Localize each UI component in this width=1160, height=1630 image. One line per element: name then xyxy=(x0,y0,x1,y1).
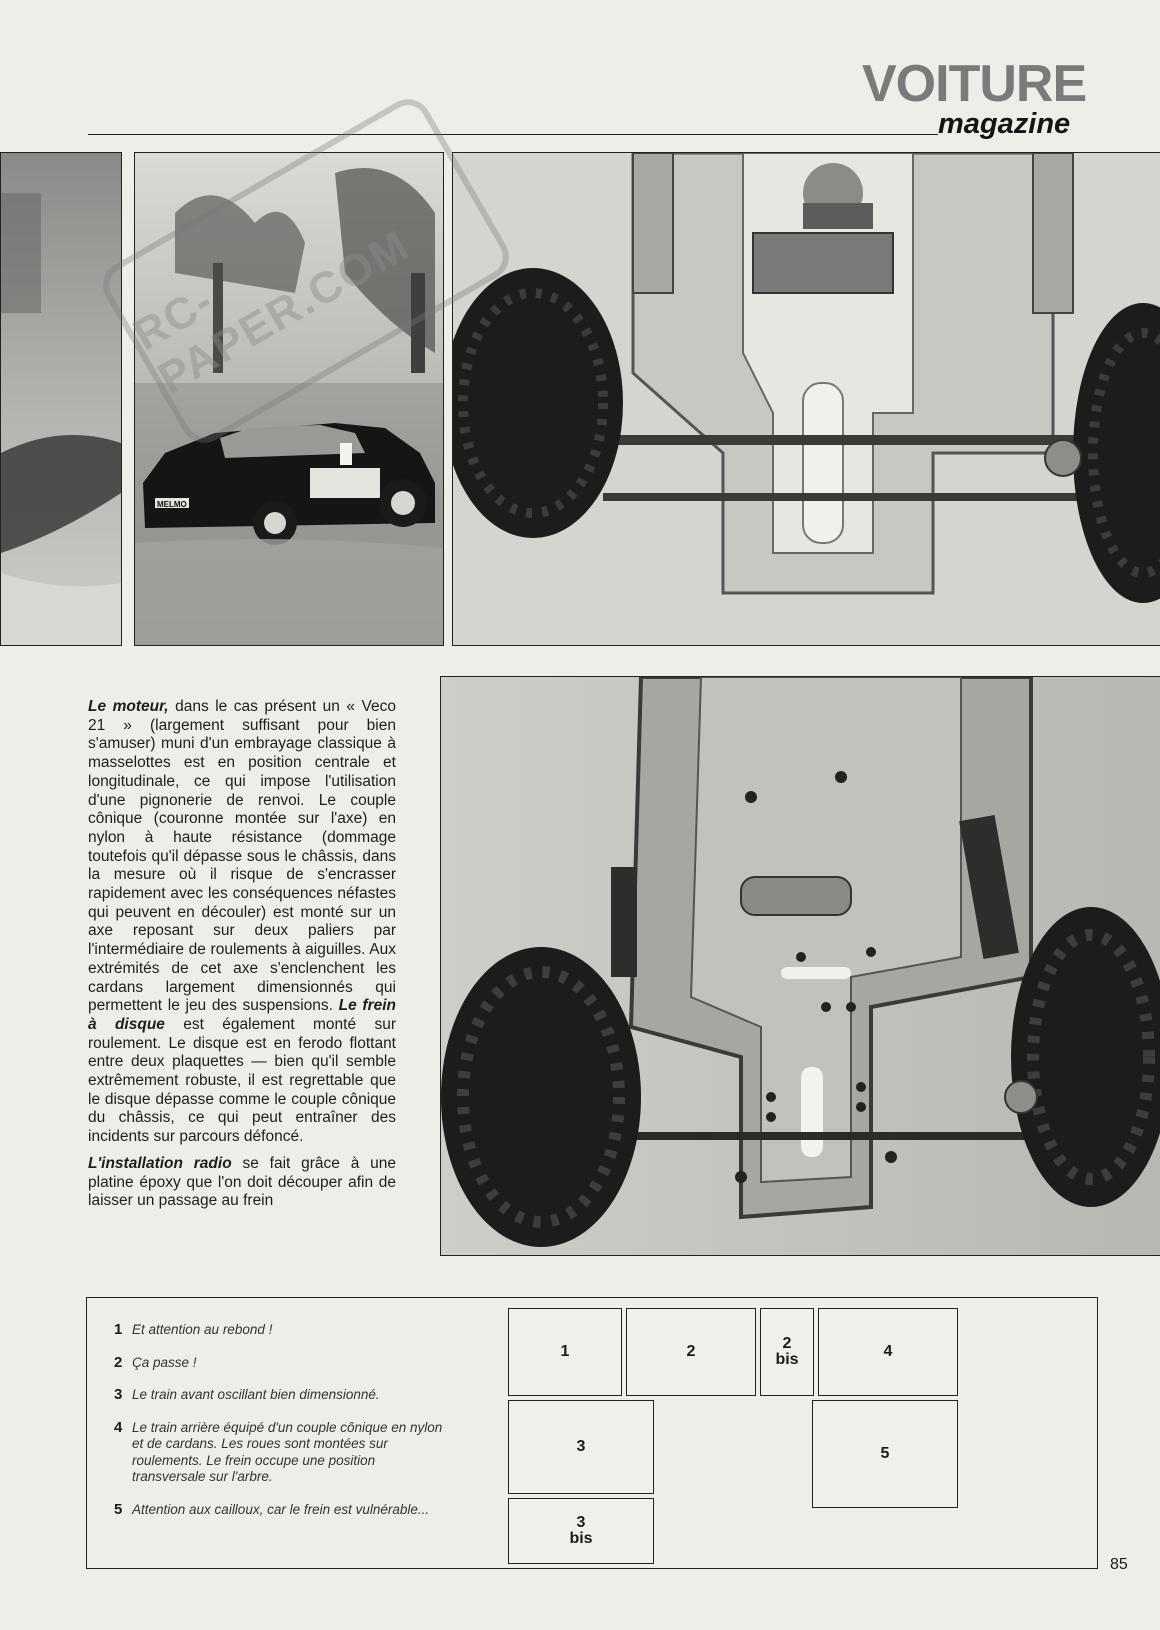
caption-number: 2 xyxy=(114,1353,123,1371)
caption-text: Et attention au rebond ! xyxy=(132,1322,273,1337)
caption-item xyxy=(110,1387,450,1404)
caption-item xyxy=(110,1502,450,1519)
caption-number: 5 xyxy=(114,1500,123,1518)
masthead-brand: VOITURE xyxy=(862,55,1087,113)
photo-rebond xyxy=(0,152,122,646)
photo-train-arriere xyxy=(452,152,1160,646)
car-plate-text: MELMO xyxy=(157,500,187,509)
caption-item xyxy=(110,1355,450,1372)
text-radio: se fait grâce à une platine époxy que l'on doit découper afin de laisser un passage au frein xyxy=(88,1154,396,1210)
photo-train-avant xyxy=(440,676,1160,1256)
diagram-box-4: 4 xyxy=(818,1308,958,1396)
lead-frein: Le frein à disque xyxy=(88,997,397,1033)
caption-text: Attention aux cailloux, car le frein est vulnérable... xyxy=(132,1501,430,1517)
caption-item xyxy=(110,1420,450,1486)
caption-text: Le train avant oscillant bien dimensionné. xyxy=(132,1387,380,1402)
text-frein: est également monté sur roulement. Le disque est en ferodo flottant entre deux plaquettes — bien qu'il semble extrêmement robuste, il est regrettable que le disque dépasse comme le couple cônique du châssis, ce qui peut entraîner des incidents sur parcours défoncé. xyxy=(88,1015,396,1146)
watermark-text: RC-PAPER.COM xyxy=(125,220,419,404)
diagram-box-3bis: 3 bis xyxy=(508,1498,654,1564)
caption-text: Ça passe ! xyxy=(132,1354,197,1370)
diagram-box-2bis: 2 bis xyxy=(760,1308,814,1396)
caption-text: Le train arrière équipé d'un couple cônique en nylon et de cardans. Les roues sont montées sur roulements. Le frein occupe une position transversale sur l'arbre. xyxy=(132,1419,443,1484)
caption-list xyxy=(110,1322,450,1534)
lead-moteur: Le moteur, xyxy=(88,698,169,715)
diagram-box-3: 3 xyxy=(508,1400,654,1494)
header-rule xyxy=(88,134,938,135)
article-body xyxy=(88,698,396,1219)
masthead-subtitle: magazine xyxy=(938,108,1071,140)
caption-number: 3 xyxy=(114,1386,123,1403)
diagram-box-2: 2 xyxy=(626,1308,756,1396)
paragraph-radio xyxy=(88,1155,396,1211)
page-number: 85 xyxy=(1110,1556,1128,1573)
caption-item xyxy=(110,1322,450,1339)
lead-radio: L'installation radio xyxy=(88,1154,232,1172)
caption-number: 4 xyxy=(114,1418,123,1436)
text-moteur: dans le cas présent un « Veco 21 » (largement suffisant pour bien s'amuser) muni d'un embrayage classique à masselottes est en position centrale et longitudinale, ce qui impose l'utilisation d'une pignonerie de renvoi. Le couple cônique (couronne montée sur l'axe) en nylon à haute résistance (dommage toutefois qu'il dépasse sous le châssis, dans la mesure où il risque de s'encrasser rapidement avec les conséquences néfastes qui peuvent en découler) est monté sur un axe reposant sur deux paliers par l'intermédiaire de roulements à aiguilles. Aux extrémités de cet axe s'enclenchent les cardans largement dimensionnés qui permettent le jeu des suspensions. xyxy=(88,698,396,1015)
paragraph-moteur xyxy=(88,698,396,1147)
caption-number: 1 xyxy=(114,1321,123,1338)
diagram-box-5: 5 xyxy=(812,1400,958,1508)
diagram-box-1: 1 xyxy=(508,1308,622,1396)
